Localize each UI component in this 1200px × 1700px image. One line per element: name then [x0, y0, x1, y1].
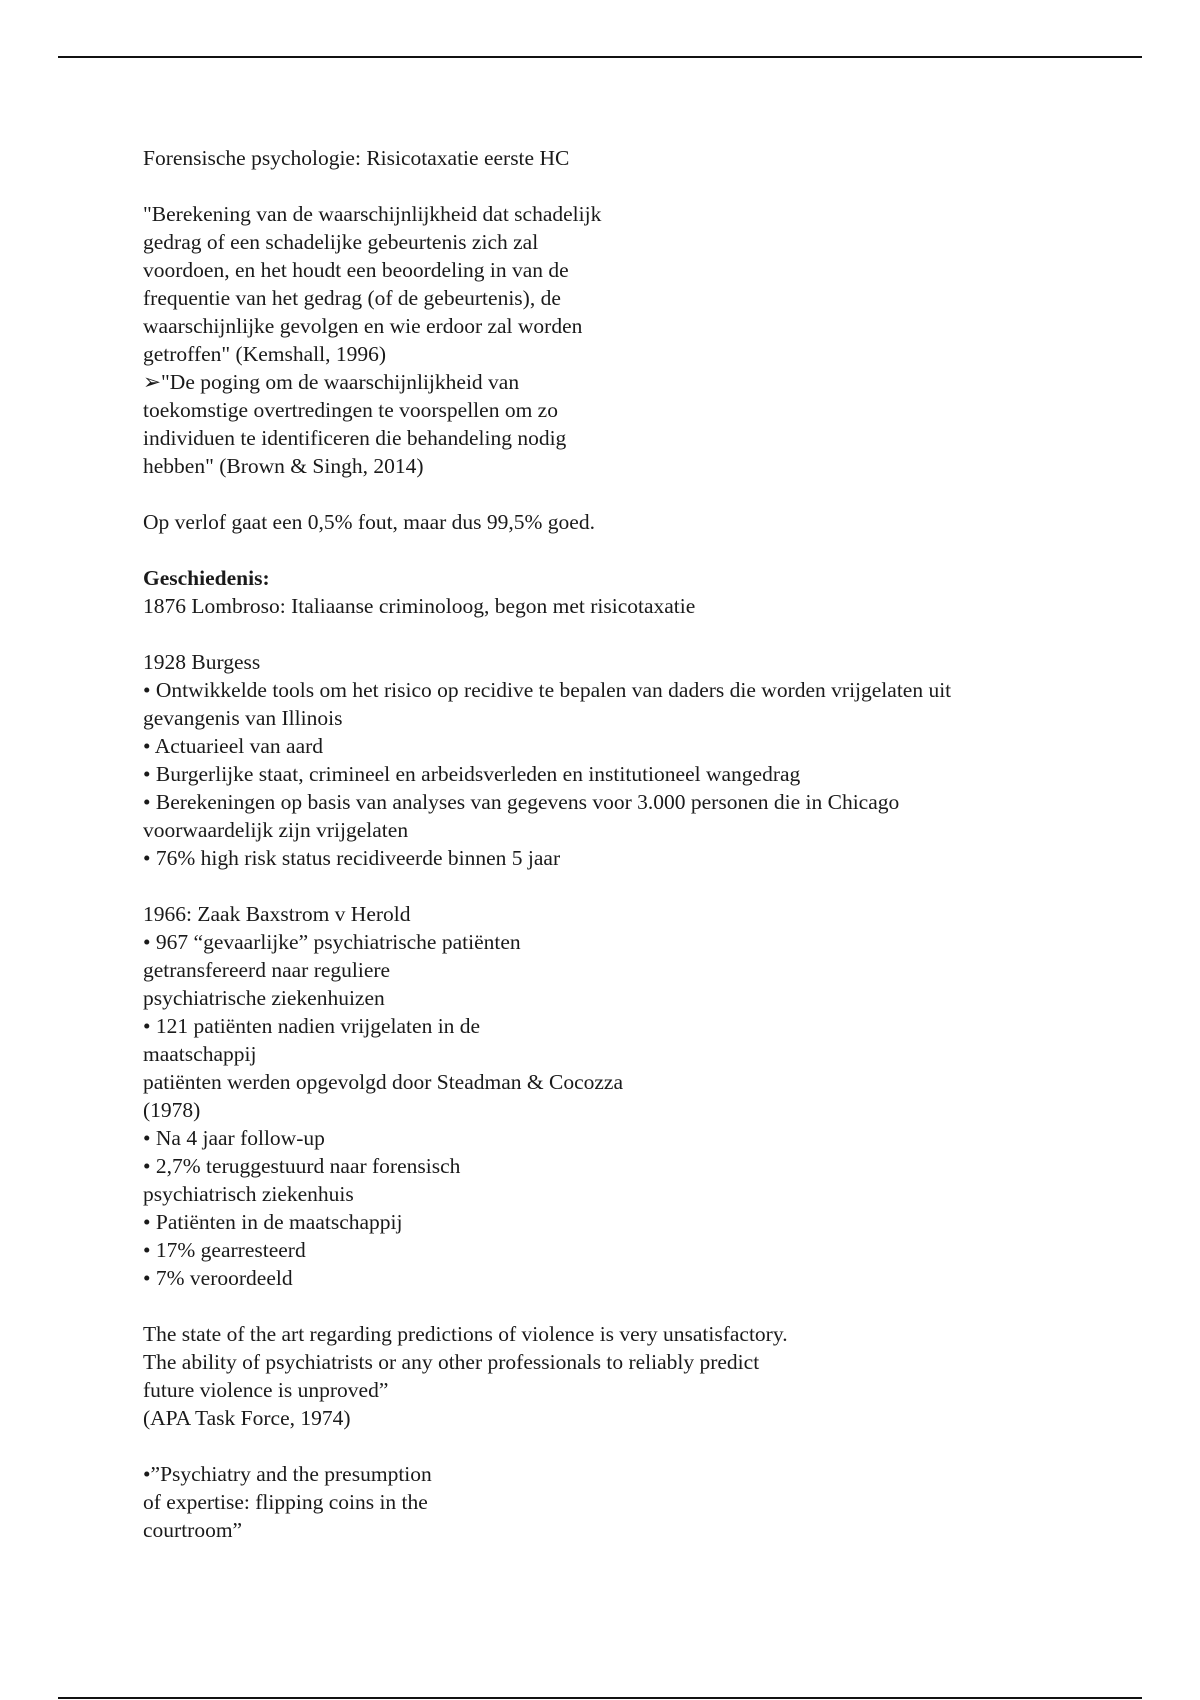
text-line: of expertise: flipping coins in the — [143, 1490, 428, 1514]
spacer — [143, 536, 1103, 564]
text-line: (1978) — [143, 1098, 201, 1122]
text-line: • 76% high risk status recidiveerde binnen 5 jaar — [143, 846, 561, 870]
text-line: maatschappij — [143, 1042, 257, 1066]
spacer — [143, 172, 1103, 200]
spacer — [143, 872, 1103, 900]
history-heading: Geschiedenis: — [143, 566, 270, 590]
text-line: 1966: Zaak Baxstrom v Herold — [143, 902, 411, 926]
text-line: getransfereerd naar reguliere — [143, 958, 391, 982]
text-line: psychiatrische ziekenhuizen — [143, 986, 385, 1010]
text-line: • Patiënten in de maatschappij — [143, 1210, 403, 1234]
definition-quote — [143, 200, 1103, 480]
verlof-note: Op verlof gaat een 0,5% fout, maar dus 99,5% goed. — [143, 510, 595, 534]
bottom-rule — [58, 1697, 1142, 1699]
text-line: The ability of psychiatrists or any other professionals to reliably predict — [143, 1350, 760, 1374]
flipping-coins-quote — [143, 1460, 1103, 1544]
text-line: hebben" (Brown & Singh, 2014) — [143, 454, 424, 478]
text-line: voorwaardelijk zijn vrijgelaten — [143, 818, 409, 842]
text-line: patiënten werden opgevolgd door Steadman & Cocozza — [143, 1070, 624, 1094]
text-line: • Burgerlijke staat, crimineel en arbeidsverleden en institutioneel wangedrag — [143, 762, 801, 786]
apa-quote — [143, 1320, 1103, 1432]
text-line: • 17% gearresteerd — [143, 1238, 306, 1262]
baxstrom-section — [143, 900, 1103, 1292]
text-line: gedrag of een schadelijke gebeurtenis zich zal — [143, 230, 539, 254]
text-line: gevangenis van Illinois — [143, 706, 343, 730]
text-line: (APA Task Force, 1974) — [143, 1406, 351, 1430]
text-line: waarschijnlijke gevolgen en wie erdoor zal worden — [143, 314, 583, 338]
text-line: • 967 “gevaarlijke” psychiatrische patiënten — [143, 930, 521, 954]
text-line: •”Psychiatry and the presumption — [143, 1462, 432, 1486]
text-line: 1928 Burgess — [143, 650, 261, 674]
spacer — [143, 1432, 1103, 1460]
lombroso-line: 1876 Lombroso: Italiaanse criminoloog, begon met risicotaxatie — [143, 594, 696, 618]
text-line: "Berekening van de waarschijnlijkheid dat schadelijk — [143, 202, 602, 226]
text-line: voordoen, en het houdt een beoordeling in van de — [143, 258, 569, 282]
document-title: Forensische psychologie: Risicotaxatie eerste HC — [143, 146, 570, 170]
burgess-section — [143, 648, 1103, 872]
text-line: • Na 4 jaar follow-up — [143, 1126, 325, 1150]
text-line: • 7% veroordeeld — [143, 1266, 293, 1290]
text-line: courtroom” — [143, 1518, 243, 1542]
text-line: • Ontwikkelde tools om het risico op recidive te bepalen van daders die worden vrijgelaten uit — [143, 678, 952, 702]
text-line: individuen te identificeren die behandeling nodig — [143, 426, 567, 450]
text-line: frequentie van het gedrag (of de gebeurtenis), de — [143, 286, 561, 310]
top-rule — [58, 56, 1142, 58]
spacer — [143, 480, 1103, 508]
page-content — [143, 144, 1103, 1544]
text-line: toekomstige overtredingen te voorspellen om zo — [143, 398, 558, 422]
text-line: ➢"De poging om de waarschijnlijkheid van — [143, 370, 520, 394]
spacer — [143, 1292, 1103, 1320]
text-line: • Actuarieel van aard — [143, 734, 324, 758]
text-line: The state of the art regarding predictions of violence is very unsatisfactory. — [143, 1322, 788, 1346]
text-line: • Berekeningen op basis van analyses van gegevens voor 3.000 personen die in Chicago — [143, 790, 900, 814]
text-line: future violence is unproved” — [143, 1378, 389, 1402]
text-line: getroffen" (Kemshall, 1996) — [143, 342, 387, 366]
text-line: • 121 patiënten nadien vrijgelaten in de — [143, 1014, 481, 1038]
text-line: psychiatrisch ziekenhuis — [143, 1182, 354, 1206]
text-line: • 2,7% teruggestuurd naar forensisch — [143, 1154, 461, 1178]
spacer — [143, 620, 1103, 648]
